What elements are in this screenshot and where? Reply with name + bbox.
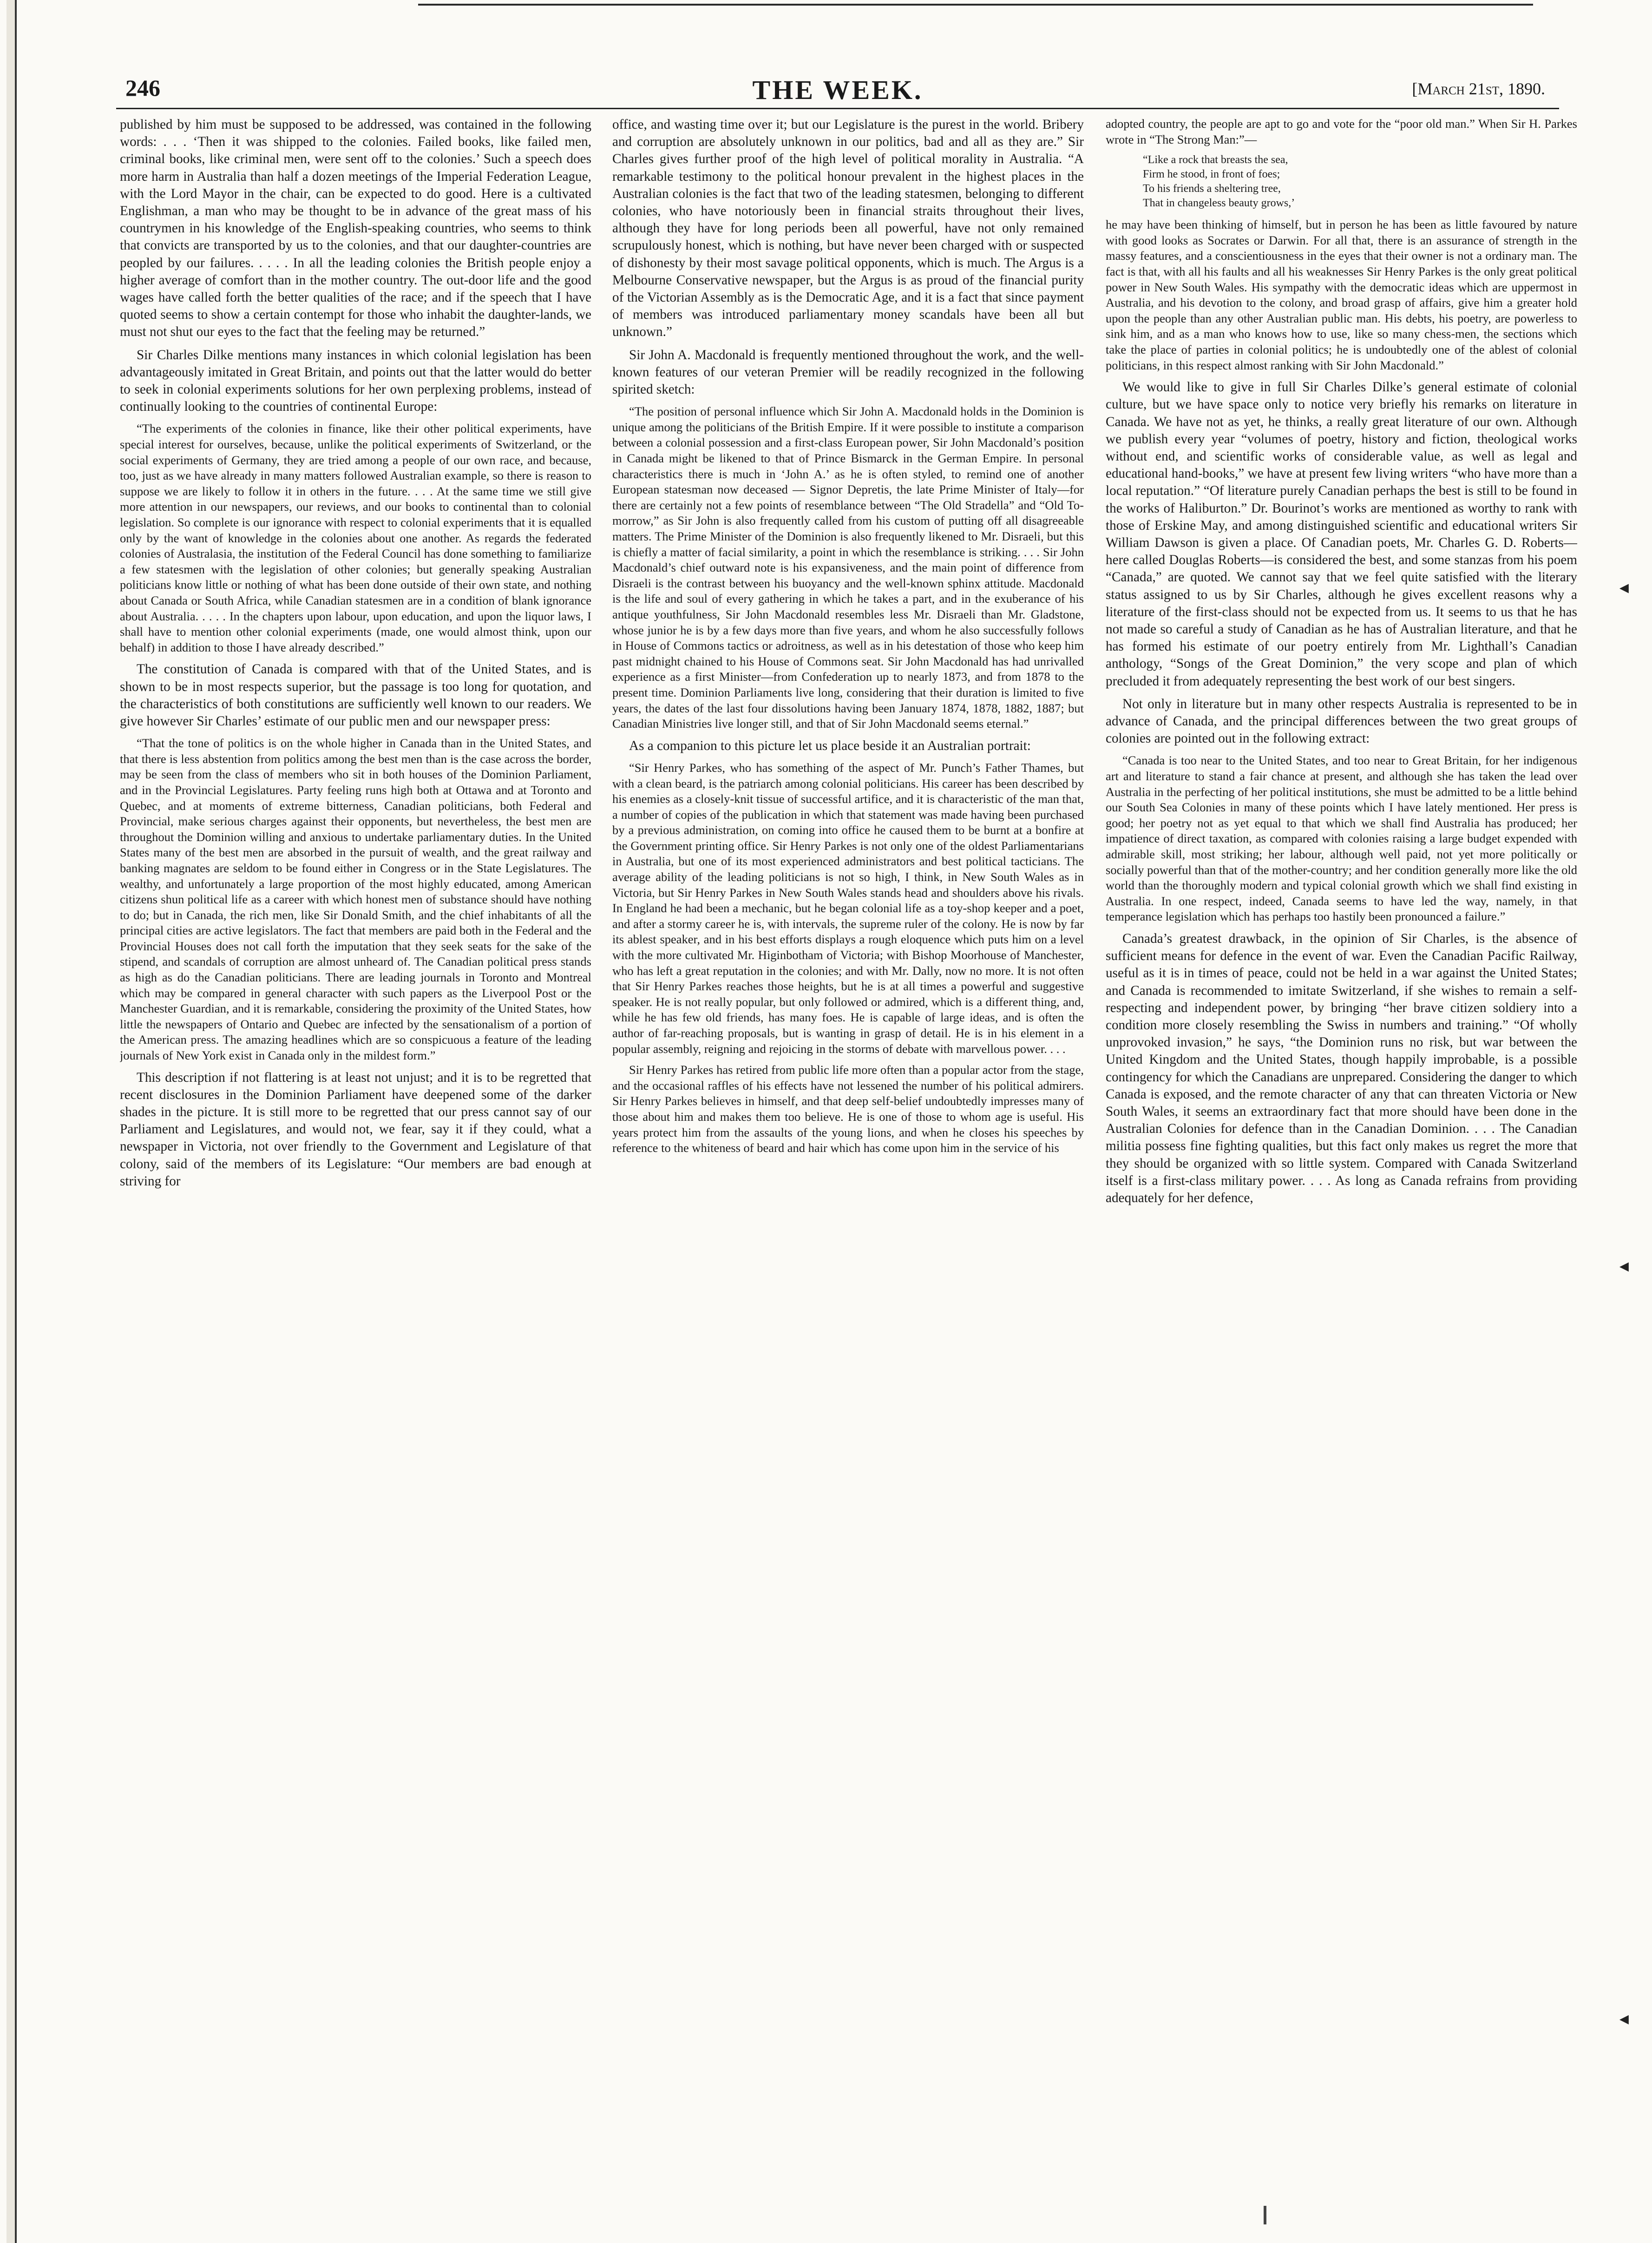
paragraph: This description if not flattering is at least not unjust; and it is to be regretted that recent disclosures in the Dominion Parliament have deepened some of the darker shades in the picture. It is still more to be regretted that our press cannot say of our Parliament and Legislatures, and would not, we fear, say it if they could, what a newspaper in Victoria, not over friendly to the Government and Legislature of that colony, said of the members of its Legislature: “Our members are bad enough at striving for	[120, 1070, 591, 1189]
paragraph: Canada’s greatest drawback, in the opinion of Sir Charles, is the absence of sufficient means for defence in the event of war. Even the Canadian Pacific Railway, useful as it is in times of peace, could not be held in a war against the United States; and Canada is recommended to imitate Switzerland, if she wishes to remain a self-respecting and independent power, by bringing “her brave citizen soldiery into a condition more closely resembling the Swiss in numbers and training.” “Of wholly unprovoked invasion,” he says, “the Dominion runs no risk, but war between the United Kingdom and the United States, though happily improbable, is a possible contingency for which the Canadians are unprepared. Considering the danger to which Canada is exposed, and the remote character of any that can threaten Victoria or New South Wales, it seems an extraordinary fact that more should have been done in the Australian Colonies for defence than in the Canadian Dominion. . . . The Canadian militia possess fine fighting qualities, but this fact only makes us regret the more that they should be organized with so little system. Compared with Canada Switzerland itself is a first-class military power. . . . As long as Canada refrains from providing adequately for her defence,	[1106, 931, 1577, 1205]
poem-line: To his friends a sheltering tree,	[1143, 183, 1281, 195]
paragraph: “Canada is too near to the United States, and too near to Great Britain, for her indigenous art and literature to stand a fair chance at present, and although she has taken the lead over Australia in the perfecting of her political institutions, she must be admitted to be a little behind our South Sea Colonies in many of these points which I have lately mentioned. Her press is good; her poetry not as yet equal to that which we shall find Australia has produced; her impatience of direct taxation, as compared with colonies raising a large budget expended with admirable skill, most striking; her labour, although well paid, not yet more politically or socially powerful than that of the mother-country; and her condition generally more like the old world than the thoroughly modern and typical colonial growth which we shall find existing in Australia. In one respect, indeed, Canada seems to have led the way, namely, in that temperance legislation which has perhaps too hastily been pronounced a failure.”	[1106, 753, 1577, 924]
issue-date: [March 21st, 1890.	[1412, 79, 1545, 98]
publication-title: THE WEEK.	[752, 75, 923, 105]
paragraph: “Sir Henry Parkes, who has something of the aspect of Mr. Punch’s Father Thames, but with a clean beard, is the patriarch among colonial politicians. His career has been described by his enemies as a closely-knit tissue of successful artifice, and it is characteristic of the man that, a number of copies of the publication in which that statement was made having been purchased by a previous administration, on coming into office he caused them to be burnt at a bonfire at the Government printing office. Sir Henry Parkes is not only one of the oldest Parliamentarians in Australia, but one of its most experienced administrators and best political tacticians. The average ability of the leading politicians is not so high, I think, in New South Wales as in Victoria, but Sir Henry Parkes in New South Wales stands head and shoulders above his rivals. In England he had been a mechanic, but he began colonial life as a toy-shop keeper and a poet, and after a stormy career he is, with intervals, the supreme ruler of the colony. He is now by far its ablest speaker, and in his best efforts displays a rough eloquence which puts him on a level with the more cultivated Mr. Higinbotham of Victoria; with Bishop Moorhouse of Manchester, who has left a great reputation in the colonies; and with Mr. Dally, now no more. It is not often that Sir Henry Parkes reaches those heights, but he is at all times a powerful and suggestive speaker. He is not really popular, but only followed or admired, which is a different thing, and, while he has few old friends, has many foes. He is capable of large ideas, and is often the author of far-reaching proposals, but is wanting in grasp of detail. He is in his element in a popular assembly, reigning and rejoicing in the storms of debate with marvellous power. . . .	[612, 760, 1084, 1056]
margin-mark: ◂	[1619, 577, 1629, 598]
paragraph: “That the tone of politics is on the whole higher in Canada than in the United States, and that there is less abstention from politics among the best men than is the case across the border, may be seen from the class of members who sit in both houses of the Dominion Parliament, and in the Provincial Legislatures. Party feeling runs high both at Ottawa and at Toronto and Quebec, and at moments of extreme bitterness, Canadian politicians, both Federal and Provincial, make serious charges against their opponents, but nevertheless, the best men are throughout the Dominion willing and anxious to undertake parliamentary duties. In the United States many of the best men are absorbed in the pursuit of wealth, and the great railway and banking magnates are seldom to be found either in Congress or in the State Legislatures. The wealthy, and unfortunately a large proportion of the most highly educated, among American citizens shun political life as a career with which honest men of substance should have nothing to do; but in Canada, the rich men, like Sir Donald Smith, and the chief inhabitants of all the principal cities are active legislators. The fact that members are paid both in the Federal and the Provincial Houses does not call forth the imputation that they seek seats for the sake of the stipend, and scandals of corruption are almost unheard of. The Canadian political press stands as high as do the Canadian politicians. There are leading journals in Toronto and Montreal which may be compared in general character with such papers as the Liverpool Post or the Manchester Guardian, and it is remarkable, considering the proximity of the United States, how little the newspapers of Ontario and Quebec are infected by the sensationalism of a portion of the American press. The amazing headlines which are so conspicuous a feature of the leading journals of New York exist in Canada only in the mildest form.”	[120, 736, 591, 1063]
poem-line: That in changeless beauty grows,’	[1143, 197, 1295, 210]
margin-mark: ◂	[1619, 1255, 1629, 1276]
page-number: 246	[125, 75, 160, 101]
paragraph: adopted country, the people are apt to go and vote for the “poor old man.” When Sir H. Parkes wrote in “The Strong Man:”—	[1106, 117, 1577, 146]
header-rule	[116, 108, 1559, 109]
paragraph: “The position of personal influence which Sir John A. Macdonald holds in the Dominion is unique among the politicians of the British Empire. If it were possible to institute a comparison between a colonial possession and a first-class European power, Sir John Macdonald’s position in Canada might be likened to that of Prince Bismarck in the German Empire. In personal characteristics there is much in ‘John A.’ as he is often styled, to remind one of another European statesman now deceased — Signor Depretis, the late Prime Minister of Italy—for there are certainly not a few points of resemblance between “The Old Stradella” and “Old To-morrow,” as Sir John is also frequently called from his custom of putting off all disagreeable matters. The Prime Minister of the Dominion is also frequently likened to Mr. Disraeli, but this is chiefly a matter of facial similarity, a point in which the resemblance is striking. . . . Sir John Macdonald’s chief outward note is his expansiveness, and the main point of difference from Disraeli is the contrast between his buoyancy and the well-known sphinx attitude. Macdonald is the life and soul of every gathering in which he takes a part, and in the exuberance of his antique youthfulness, Sir John Macdonald resembles less Mr. Disraeli than Mr. Gladstone, whose junior he is by a few days more than five years, and whom he also successfully follows in House of Commons tactics or adroitness, as well as in his detestation of those who keep him past midnight chained to his House of Commons seat. Sir John Macdonald has had unrivalled experience as a first Minister—from Confederation up to nearly 1873, and from 1878 to the present time. Dominion Parliaments live long, considering that their duration is limited to five years, the dates of the last four dissolutions having been January 1874, 1878, 1882, 1887; but Canadian Ministries live longer still, and that of Sir John Macdonald seems eternal.”	[612, 404, 1084, 731]
paragraph: We would like to give in full Sir Charles Dilke’s general estimate of colonial culture, but we have space only to notice very briefly his remarks on literature in Canada. We have not as yet, he thinks, a really great literature of our own. Although we publish every year “volumes of poetry, history and fiction, theological works without end, and scientific works of considerable value, as well as legal and educational hand-books,” we have at present few living writers “who have more than a local reputation.” “Of literature purely Canadian perhaps the best is still to be found in the works of Haliburton.” Dr. Bourinot’s works are mentioned as worthy to rank with those of Erskine May, and among distinguished scientific and educational writers Sir William Dawson is given a place. Of Canadian poets, Mr. Charles G. D. Roberts—here called Douglas Roberts—is considered the best, and some stanzas from his poem “Canada,” are quoted. We cannot say that we feel quite satisfied with the literary status assigned to us by Sir Charles, although he gives excellent reasons why a literature of the first-class should not be expected from us. It seems to us that he has not made so careful a study of Canadian as he has of Australian literature, and that he has formed his estimate of our poetry entirely from Mr. Lighthall’s Canadian anthology, “Songs of the Great Dominion,” the very scope and plan of which precluded it from adequately representing the best work of our best singers.	[1106, 380, 1577, 689]
margin-mark: ◂	[1619, 2008, 1629, 2029]
page-header	[116, 74, 1559, 112]
paragraph: Sir John A. Macdonald is frequently mentioned throughout the work, and the well-known features of our veteran Premier will be readily recognized in the following spirited sketch:	[612, 347, 1084, 397]
paragraph: The constitution of Canada is compared with that of the United States, and is shown to be in most respects superior, but the passage is too long for quotation, and the characteristics of both constitutions are sufficiently well known to our readers. We give however Sir Charles’ estimate of our public men and our newspaper press:	[120, 662, 591, 729]
binding-edge	[7, 0, 17, 2243]
paragraph: Sir Henry Parkes has retired from public life more often than a popular actor from the stage, and the occasional raffles of his effects have not lessened the number of his political admirers. Sir Henry Parkes believes in himself, and that deep self-belief undoubtedly impresses many of those about him and makes them too believe. He is one of those to whom age is useful. His years protect him from the assaults of the young lions, and when he closes his speeches by reference to the whiteness of beard and hair which has come upon him in the service of his	[612, 1063, 1084, 1155]
column-1	[120, 116, 591, 2217]
poem-line: Firm he stood, in front of foes;	[1143, 168, 1280, 181]
column-2	[612, 116, 1084, 2217]
poem-excerpt	[1143, 153, 1577, 210]
poem-line: “Like a rock that breasts the sea,	[1143, 154, 1288, 166]
paragraph: Not only in literature but in many other respects Australia is represented to be in advance of Canada, and the principal differences between the two great groups of colonies are pointed out in the following extract:	[1106, 696, 1577, 746]
bottom-mark	[1264, 2206, 1266, 2224]
paragraph: published by him must be supposed to be addressed, was contained in the following words: . . . ‘Then it was shipped to the colonies. Failed books, like failed men, criminal books, like criminal men, were sent off to the colonies.’ Such a speech does more harm in Australia than half a dozen meetings of the Imperial Federation League, with the Lord Mayor in the chair, can be expected to do good. Here is a cultivated Englishman, a man who may be thought to be in advance of the great mass of his countrymen in his knowledge of the English-speaking countries, who seems to think that convicts are transported by us to the colonies, and that our daughter-countries are peopled by our failures. . . . . In all the leading colonies the British people enjoy a higher average of comfort than in the mother country. The out-door life and the good wages have called forth the better qualities of the race; and if the speech that I have quoted seems to show a certain contempt for those who inhabit the daughter-lands, we must not shut our eyes to the fact that the feeling may be returned.”	[120, 117, 591, 340]
paragraph: “The experiments of the colonies in finance, like their other political experiments, have special interest for ourselves, because, unlike the political experiments of Switzerland, or the social experiments of Germany, they are tried among a people of our own race, and because, too, just as we have already in many matters followed Australian example, so there is reason to suppose we are likely to follow it in others in the future. . . . At the same time we still give more attention in our newspapers, our reviews, and our books to continental than to colonial legislation. So complete is our ignorance with respect to colonial experiments that it is equalled only by the want of knowledge in the colonies about one another. As regards the federated colonies of Australasia, the institution of the Federal Council has done something to familiarize a few statesmen with the legislation of other colonies; but generally speaking Australian politicians know little or nothing of what has been done outside of their own state, and nothing about Canada or South Africa, while Canadian statesmen are in a condition of blank ignorance about Australia. . . . . In the chapters upon labour, upon education, and upon the liquor laws, I shall have to mention other colonial experiments (made, one would almost think, upon our behalf) in addition to those I have already described.”	[120, 421, 591, 654]
top-rule	[418, 4, 1533, 6]
paragraph: he may have been thinking of himself, but in person he has been as little favoured by nature with good looks as Socrates or Darwin. For all that, there is an assurance of strength in the massy features, and a conscientiousness in the eyes that their owner is not a ordinary man. The fact is that, with all his faults and all his weaknesses Sir Henry Parkes is the only great political power in New South Wales. His sympathy with the democratic ideas which are uppermost in Australia, and his devotion to the colony, and broad grasp of affairs, give him a greater hold upon the people than any other Australian public man. His debts, his poetry, are powerless to sink him, and as a man who knows how to use, like so many chess-men, the sections which take the place of parties in colonial politics; he is undoubtedly one of the ablest of colonial politicians, in this respect almost ranking with Sir John Macdonald.”	[1106, 217, 1577, 372]
paragraph: As a companion to this picture let us place beside it an Australian portrait:	[629, 738, 1031, 753]
column-3	[1106, 116, 1577, 2217]
paragraph: Sir Charles Dilke mentions many instances in which colonial legislation has been advantageously imitated in Great Britain, and points out that the latter would do better to seek in colonial experiments solutions for her own perplexing problems, instead of continually looking to the countries of continental Europe:	[120, 347, 591, 414]
paragraph: office, and wasting time over it; but our Legislature is the purest in the world. Bribery and corruption are absolutely unknown in our politics, bad and all as they are.” Sir Charles gives further proof of the high level of political morality in Australia. “A remarkable testimony to the political honour prevalent in the highest places in the Australian colonies is the fact that two of the leading statesmen, belonging to different colonies, who have notoriously been in financial straits throughout their lives, although they have for long periods been all powerful, have not only remained scrupulously honest, which is nothing, but have never been charged with or suspected of dishonesty by their most savage political opponents, which is much. The Argus is a Melbourne Conservative newspaper, but the Argus is as proud of the financial purity of the Victorian Assembly as is the Democratic Age, and it is a fact that since payment of members was introduced parliamentary money scandals have been all but unknown.”	[612, 117, 1084, 340]
